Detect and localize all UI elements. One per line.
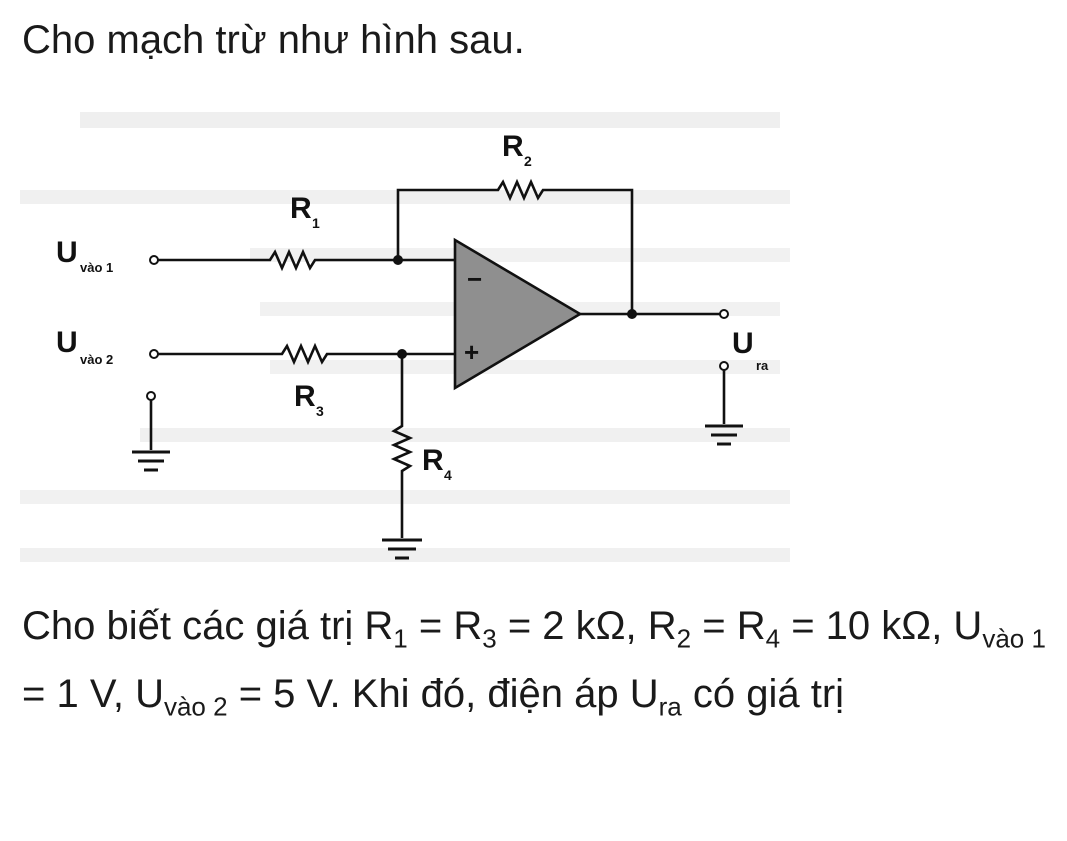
u-in2-subscript: vào 2 (80, 352, 114, 367)
r3-subscript: 3 (316, 403, 324, 419)
r1-subscript: 1 (312, 215, 320, 231)
u-in2-value: = 5 V. Khi đó, điện áp (227, 672, 630, 716)
u-in2-symbol: U (135, 672, 164, 716)
input1-terminal (150, 256, 158, 264)
inverting-input-sign: − (467, 264, 483, 294)
r2-symbol: R (647, 604, 677, 648)
question-text (22, 592, 1052, 728)
question-tail: có giá trị (681, 672, 845, 716)
question-lead: Cho biết các giá trị (22, 604, 365, 648)
r3-symbol: R (453, 604, 483, 648)
r3-index: 3 (482, 623, 497, 654)
r1-label: R (290, 192, 312, 225)
r2-label: R (502, 130, 524, 163)
r2-index: 2 (676, 623, 692, 654)
r4-symbol: R (736, 604, 766, 648)
background-bleed-texture (20, 98, 800, 588)
u-in1-symbol: U (953, 604, 983, 648)
equals-sign: = (407, 604, 454, 648)
circuit-diagram (20, 98, 800, 588)
r4-label: R (422, 444, 444, 477)
subtractor-circuit-figure (20, 98, 800, 588)
r4-subscript: 4 (444, 467, 452, 483)
r1-symbol: R (364, 604, 394, 648)
intro-text: Cho mạch trừ như hình sau. (22, 18, 525, 62)
equals-sign: = (691, 604, 737, 648)
non-inverting-input-sign: + (464, 337, 480, 367)
u-out-subscript: ra (756, 358, 769, 373)
u-in1-subscript: vào 1 (80, 260, 114, 275)
r1-index: 1 (393, 623, 408, 654)
u-in1-value: = 1 V, (22, 672, 136, 716)
u-out-symbol: U (629, 672, 659, 716)
output-terminal (720, 310, 728, 318)
input2-terminal (150, 350, 158, 358)
r1-r3-value: = 2 kΩ, (496, 604, 648, 648)
u-in2-label: U (56, 326, 78, 359)
u-out-label: U (732, 327, 754, 360)
u-in1-label: U (56, 236, 78, 269)
u-in2-index: vào 2 (163, 691, 228, 722)
r2-r4-value: = 10 kΩ, (780, 604, 954, 648)
r4-index: 4 (765, 623, 781, 654)
u-out-index: ra (658, 691, 682, 722)
node-output (627, 309, 637, 319)
r3-label: R (294, 380, 316, 413)
r2-subscript: 2 (524, 153, 532, 169)
u-in1-index: vào 1 (982, 623, 1046, 654)
